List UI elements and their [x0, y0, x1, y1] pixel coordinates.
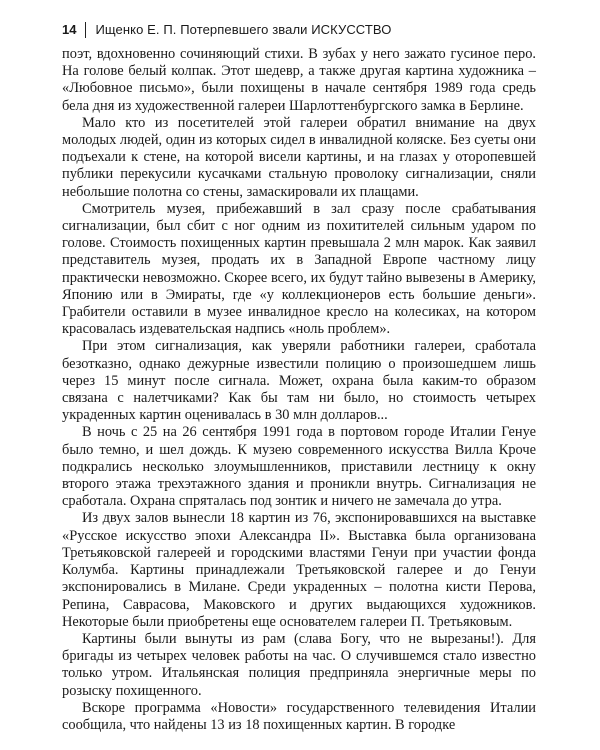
- paragraph: При этом сигнализация, как уверяли работники галереи, сработала безотказно, однако дежурные известили полицию о произошедшем лишь через 15 минут после сигнала. Может, охрана была каким-то образом связана с налетчиками? Как бы там ни было, но стоимость четырех украденных картин оценивалась в 30 млн долларов...: [62, 338, 536, 424]
- paragraph: Вскоре программа «Новости» государственного телевидения Италии сообщила, что найдены 13 из 18 похищенных картин. В городке: [62, 699, 536, 733]
- paragraph: Смотритель музея, прибежавший в зал сразу после срабатывания сигнализации, был сбит с ног одним из похитителей сильным ударом по голове. Стоимость похищенных картин превышала 2 млн марок. Как заявил представитель музея, продать их в Западной Европе частному лицу практически невозможно. Скорее всего, их будут тайно вывезены в Америку, Японию или в Эмираты, где «у коллекционеров есть большие деньги». Грабители оставили в музее инвалидное кресло на колесиках, на котором красовалась издевательская надпись «ноль проблем».: [62, 200, 536, 338]
- page-number: 14: [62, 22, 77, 37]
- running-head: [62, 20, 532, 40]
- paragraph: Картины были вынуты из рам (слава Богу, что не вырезаны!). Для бригады из четырех человек работы на час. О случившемся стало известно только утром. Итальянская полиция предприняла энергичные меры по розыску похищенного.: [62, 630, 536, 699]
- running-title: Ищенко Е. П. Потерпевшего звали ИСКУССТВО: [95, 22, 392, 37]
- paragraph-continuation: поэт, вдохновенно сочиняющий стихи. В зубах у него зажато гусиное перо. На голове белый колпак. Этот шедевр, а также другая картина художника – «Любовное письмо», были похищены в начале сентября 1989 года средь бела дня из художественной галереи Шарлоттенбургского замка в Берлине.: [62, 46, 536, 114]
- paragraph: Из двух залов вынесли 18 картин из 76, экспонировавшихся на выставке «Русское искусство эпохи Александра II». Выставка была организована Третьяковской галереей и городскими властями Генуи при участии фонда Колумба. Картины принадлежали Третьяковской галерее и до Генуи экспонировались в Милане. Среди украденных – полотна кисти Перова, Репина, Саврасова, Маковского и других выдающихся художников. Некоторые были приобретены еще основателем галереи П. Третьяковым.: [62, 510, 536, 630]
- header-divider: [85, 22, 86, 38]
- paragraph: Мало кто из посетителей этой галереи обратил внимание на двух молодых людей, один из которых сидел в инвалидной коляске. Без суеты они подъехали к стене, на которой висели картины, и на глазах у оторопевшей публики перекусили кусачками стальную проволоку сигнализации, сняли небольшие полотна со стены, замаскировали их плащами.: [62, 114, 536, 200]
- paragraph: В ночь с 25 на 26 сентября 1991 года в портовом городе Италии Генуе было темно, и шел дождь. К музею современного искусства Вилла Кроче подкрались несколько злоумышленников, приставили лестницу к окну второго этажа трехэтажного здания и проникли внутрь. Сигнализация не сработала. Охрана спряталась под зонтик и ничего не замечала до утра.: [62, 424, 536, 510]
- body-text: [62, 46, 536, 734]
